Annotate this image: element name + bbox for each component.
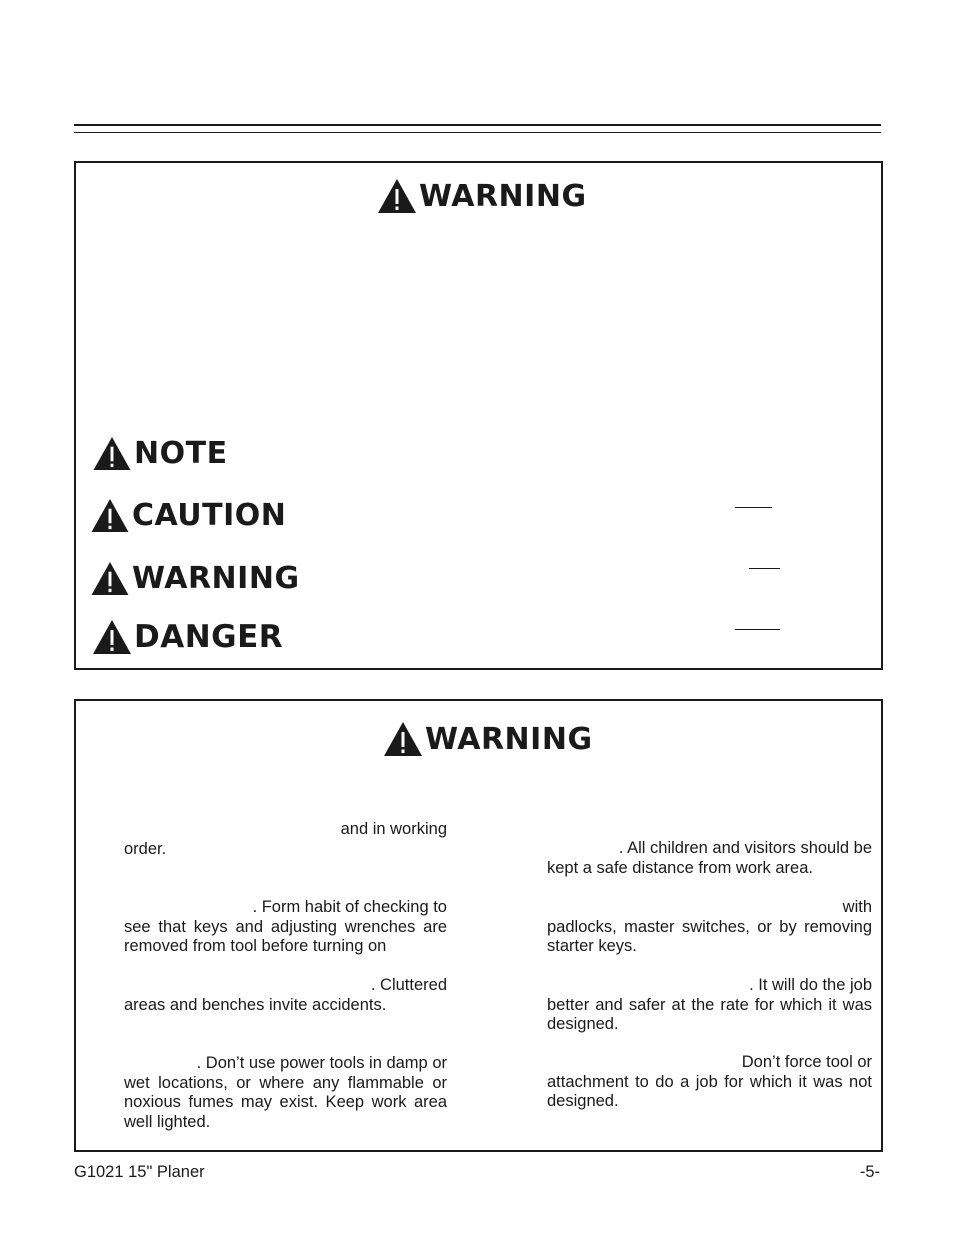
text-line: kept a safe distance from work area. <box>547 858 813 877</box>
text-line: well lighted. <box>124 1112 211 1131</box>
level-danger <box>92 619 283 655</box>
text-line: starter keys. <box>547 937 637 955</box>
text-line: . Cluttered <box>370 976 447 994</box>
level-danger-label: DANGER <box>134 619 284 655</box>
left-paragraph-2 <box>124 898 447 957</box>
level-caution <box>90 498 286 533</box>
text-line: wet locations, or where any flammable or <box>124 1073 447 1092</box>
warning-level-triangle-icon <box>90 561 130 596</box>
left-paragraph-4 <box>124 1054 447 1132</box>
level-warning-label: WARNING <box>132 561 300 596</box>
text-line: order. <box>124 839 167 858</box>
text-line: better and safer at the rate for which it was <box>547 995 872 1014</box>
header-rule-bottom <box>74 132 881 133</box>
footer-page-number: -5- <box>859 1163 880 1181</box>
text-line: areas and benches invite accidents. <box>124 995 387 1014</box>
text-line: designed. <box>547 1092 619 1110</box>
warning-triangle-icon <box>383 721 423 757</box>
text-line: designed. <box>547 1015 619 1033</box>
header-rule-top <box>74 124 881 126</box>
right-paragraph-1 <box>547 839 872 878</box>
right-paragraph-4 <box>547 1053 872 1112</box>
text-line: and in working <box>340 820 447 838</box>
text-line: . All children and visitors should be <box>618 839 872 857</box>
left-paragraph-3 <box>124 976 447 1015</box>
box1-heading-text: WARNING <box>419 178 587 214</box>
text-line: removed from tool before turning on <box>124 937 387 955</box>
level-caution-label: CAUTION <box>132 498 287 533</box>
right-paragraph-3 <box>547 976 872 1035</box>
caution-underline <box>735 507 772 508</box>
level-note-label: NOTE <box>134 436 228 471</box>
box2-heading <box>383 721 593 757</box>
box2-heading-text: WARNING <box>425 721 593 757</box>
left-paragraph-1 <box>124 820 447 859</box>
text-line: with <box>842 898 872 916</box>
text-line: noxious fumes may exist. Keep work area <box>124 1093 447 1111</box>
danger-underline <box>735 629 780 630</box>
right-paragraph-2 <box>547 898 872 957</box>
footer-model: G1021 15" Planer <box>74 1163 205 1181</box>
danger-triangle-icon <box>92 619 132 655</box>
warning-triangle-icon <box>377 178 417 214</box>
note-triangle-icon <box>92 436 132 471</box>
text-line: Don’t force tool or <box>741 1053 872 1071</box>
text-line: . Don’t use power tools in damp or <box>196 1054 447 1072</box>
text-line: . It will do the job <box>749 976 872 994</box>
text-line: attachment to do a job for which it was not <box>547 1072 872 1091</box>
warning-underline <box>749 568 780 569</box>
level-note <box>92 436 228 471</box>
caution-triangle-icon <box>90 498 130 533</box>
text-line: . Form habit of checking to <box>252 898 447 916</box>
text-line: padlocks, master switches, or by removing <box>547 917 872 936</box>
level-warning <box>90 561 300 596</box>
text-line: see that keys and adjusting wrenches are <box>124 917 447 936</box>
box1-heading <box>377 178 587 214</box>
